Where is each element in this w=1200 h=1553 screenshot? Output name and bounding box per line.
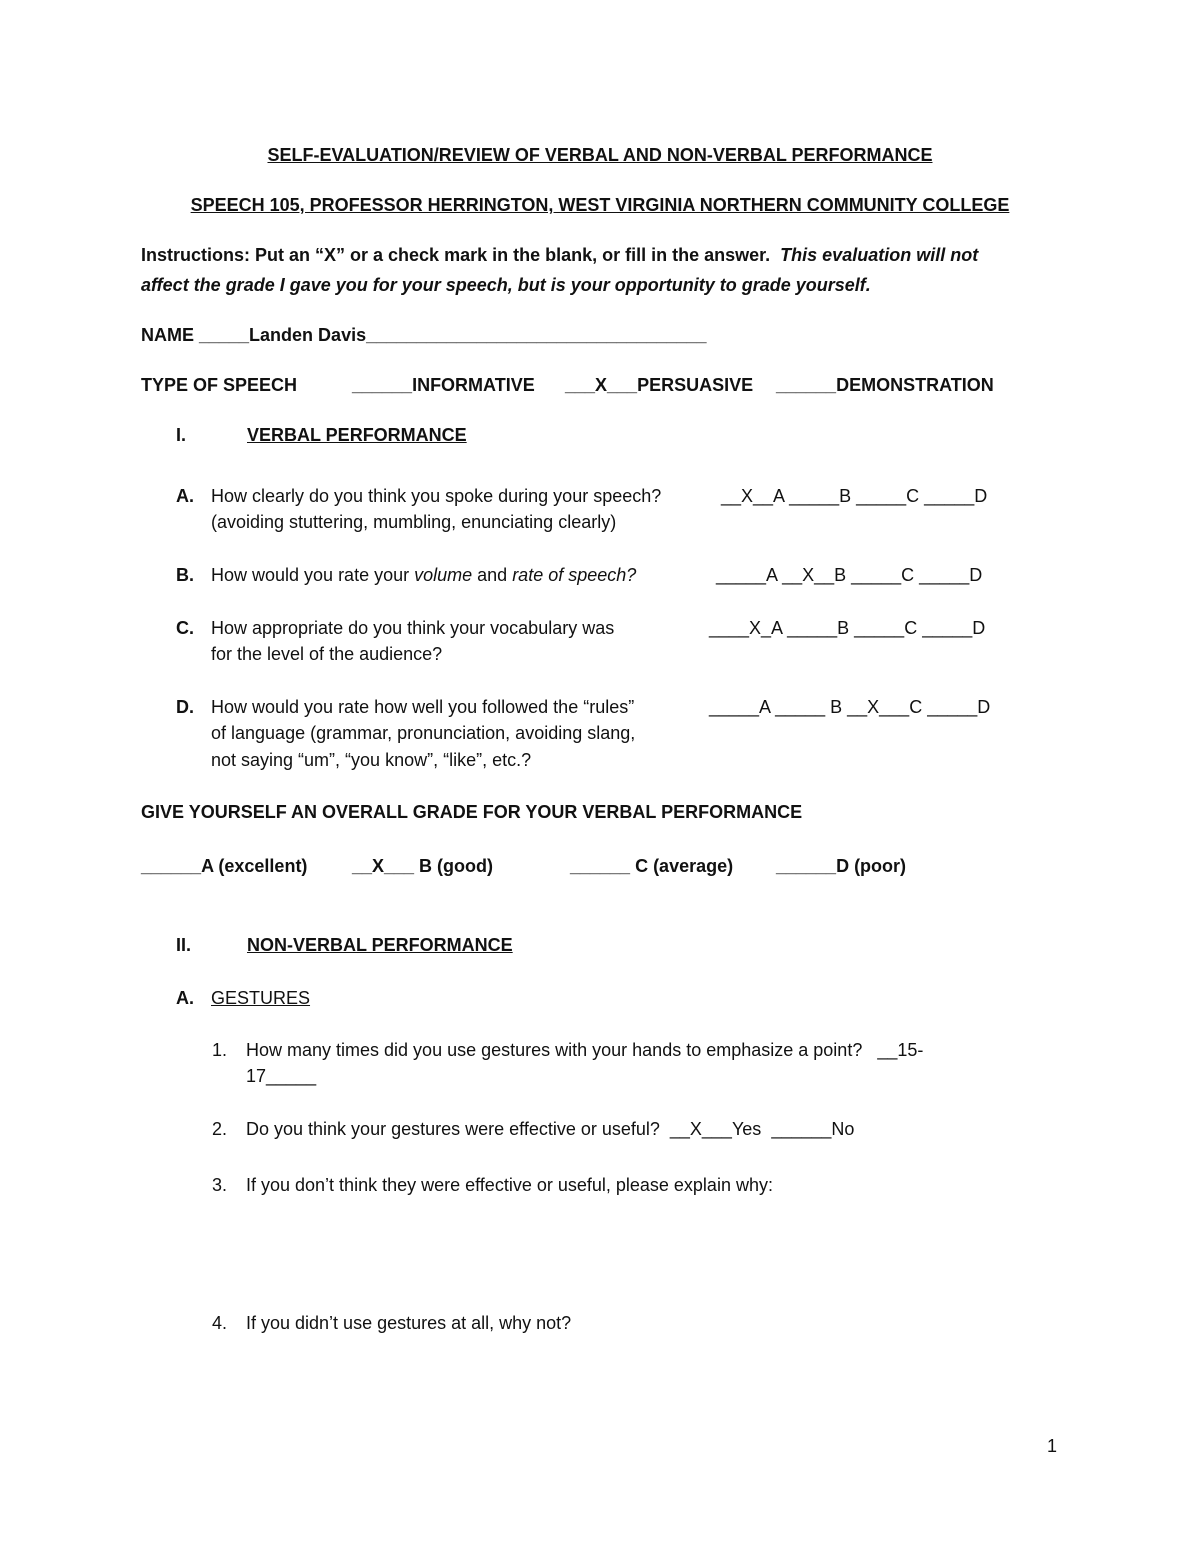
question-a-answer: __X__A _____B _____C _____D: [721, 486, 988, 506]
document-subtitle: SPEECH 105, PROFESSOR HERRINGTON, WEST VIRGINIA NORTHERN COMMUNITY COLLEGE: [190, 195, 1010, 215]
type-persuasive: ___X___PERSUASIVE: [565, 375, 754, 395]
question-letter-a: A.: [176, 486, 194, 506]
subsection-letter-a: A.: [176, 988, 194, 1008]
overall-grade-c: ______ C (average): [570, 856, 734, 876]
item-number-4: 4.: [212, 1313, 228, 1333]
question-b-line1: How would you rate your volume and rate of speech?: [211, 565, 637, 585]
overall-grade-heading: GIVE YOURSELF AN OVERALL GRADE FOR YOUR VERBAL PERFORMANCE: [141, 802, 803, 822]
question-c-line2: for the level of the audience?: [211, 644, 443, 664]
subsection-heading-gestures: GESTURES: [211, 988, 311, 1008]
question-b-answer: _____A __X__B _____C _____D: [716, 565, 983, 585]
section-heading-verbal: VERBAL PERFORMANCE: [247, 425, 467, 445]
item-number-1: 1.: [212, 1040, 228, 1060]
type-demonstration: ______DEMONSTRATION: [776, 375, 994, 395]
item-1-line2: 17_____: [246, 1066, 317, 1086]
section-numeral-verbal: I.: [176, 425, 187, 445]
name-line: NAME _____Landen Davis__________________________________: [141, 325, 707, 345]
type-of-speech-label: TYPE OF SPEECH: [141, 375, 298, 395]
page-number: 1: [1047, 1436, 1058, 1456]
overall-grade-b: __X___ B (good): [352, 856, 494, 876]
type-informative: ______INFORMATIVE: [352, 375, 535, 395]
item-4-line1: If you didn’t use gestures at all, why not?: [246, 1313, 572, 1333]
question-letter-d: D.: [176, 697, 194, 717]
question-letter-b: B.: [176, 565, 194, 585]
question-d-line3: not saying “um”, “you know”, “like”, etc.?: [211, 750, 532, 770]
item-2-line1: Do you think your gestures were effective or useful? __X___Yes ______No: [246, 1119, 855, 1139]
question-c-line1: How appropriate do you think your vocabulary was: [211, 618, 615, 638]
question-d-answer: _____A _____ B __X___C _____D: [709, 697, 991, 717]
question-c-answer: ____X_A _____B _____C _____D: [709, 618, 986, 638]
question-d-line1: How would you rate how well you followed the “rules”: [211, 697, 635, 717]
question-letter-c: C.: [176, 618, 194, 638]
question-a-line1: How clearly do you think you spoke during your speech?: [211, 486, 662, 506]
item-3-line1: If you don’t think they were effective or useful, please explain why:: [246, 1175, 773, 1195]
section-heading-nonverbal: NON-VERBAL PERFORMANCE: [247, 935, 513, 955]
section-numeral-nonverbal: II.: [176, 935, 192, 955]
question-d-line2: of language (grammar, pronunciation, avoiding slang,: [211, 723, 636, 743]
item-1-line1: How many times did you use gestures with your hands to emphasize a point? __15-: [246, 1040, 924, 1060]
overall-grade-d: ______D (poor): [776, 856, 907, 876]
instructions-text: [141, 245, 978, 267]
document-title: SELF-EVALUATION/REVIEW OF VERBAL AND NON-VERBAL PERFORMANCE: [267, 145, 933, 165]
overall-grade-a: ______A (excellent): [141, 856, 308, 876]
question-a-line2: (avoiding stuttering, mumbling, enunciating clearly): [211, 512, 617, 532]
item-number-3: 3.: [212, 1175, 228, 1195]
instructions-italic-2: affect the grade I gave you for your speech, but is your opportunity to grade yourself.: [141, 275, 871, 295]
item-number-2: 2.: [212, 1119, 228, 1139]
instructions-italic-1: This evaluation will not: [780, 245, 979, 265]
instructions-bold: Instructions: Put an “X” or a check mark in the blank, or fill in the answer.: [141, 245, 771, 265]
